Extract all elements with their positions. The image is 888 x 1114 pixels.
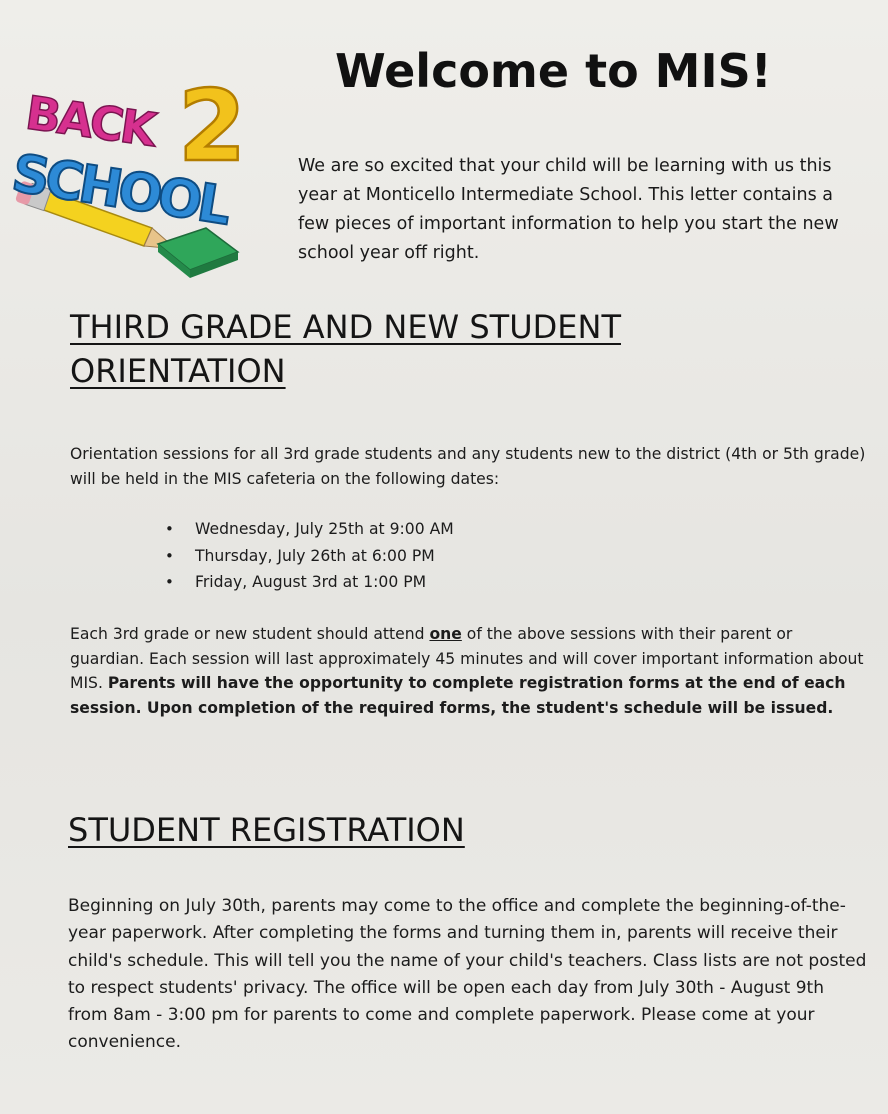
attendance-text-start: Each 3rd grade or new student should attend: [70, 625, 430, 643]
session-text: Wednesday, July 25th at 9:00 AM: [195, 520, 454, 538]
session-text: Thursday, July 26th at 6:00 PM: [195, 546, 435, 565]
list-item: [165, 516, 454, 543]
list-item: [165, 543, 454, 570]
logo-back-text: BACK: [22, 85, 157, 157]
logo-school-text: SCHOOL: [7, 143, 232, 237]
eraser-block: [158, 228, 238, 278]
attendance-bold-note: Parents will have the opportunity to complete registration forms at the end of each session. Upon completion of the required forms, the student's schedule will be issued.: [70, 674, 846, 717]
bullet-icon: •: [165, 520, 174, 538]
orientation-lead-paragraph: Orientation sessions for all 3rd grade students and any students new to the district (4th or 5th grade) will be held in the MIS cafeteria on the following dates:: [70, 445, 866, 488]
session-text: Friday, August 3rd at 1:00 PM: [195, 573, 427, 591]
session-list: [165, 516, 454, 596]
registration-paragraph: Beginning on July 30th, parents may come to the office and complete the beginning-of-the-year paperwork. After completing the forms and turning them in, parents will receive their child's schedule. This will tell you the name of your child's teachers. Class lists are not posted to respect students' privacy. The office will be open each day from July 30th - August 9th from 8am - 3:00 pm for parents to come and complete paperwork. Please come at your convenience.: [68, 896, 867, 1053]
back-to-school-logo: [6, 68, 278, 280]
registration-heading: STUDENT REGISTRATION: [68, 811, 465, 849]
logo-two-numeral: 2: [178, 70, 247, 184]
list-item: [165, 569, 454, 596]
bullet-icon: •: [165, 546, 174, 565]
page-title: Welcome to MIS!: [335, 44, 772, 98]
orientation-heading-line1: THIRD GRADE AND NEW STUDENT: [70, 308, 621, 346]
orientation-heading-line2: ORIENTATION: [70, 352, 286, 390]
orientation-heading: [70, 305, 830, 393]
intro-paragraph: We are so excited that your child will be learning with us this year at Monticello Intermediate School. This letter contains a few pieces of important information to help you start the new school year off right.: [298, 156, 839, 263]
attendance-paragraph: [70, 622, 870, 720]
attendance-emphasis: one: [429, 625, 462, 643]
bullet-icon: •: [165, 573, 174, 591]
attendance-text-middle: of the above sessions with their parent or guardian. Each session will last approximately 45 minutes and will cover important information about MIS.: [70, 625, 864, 692]
